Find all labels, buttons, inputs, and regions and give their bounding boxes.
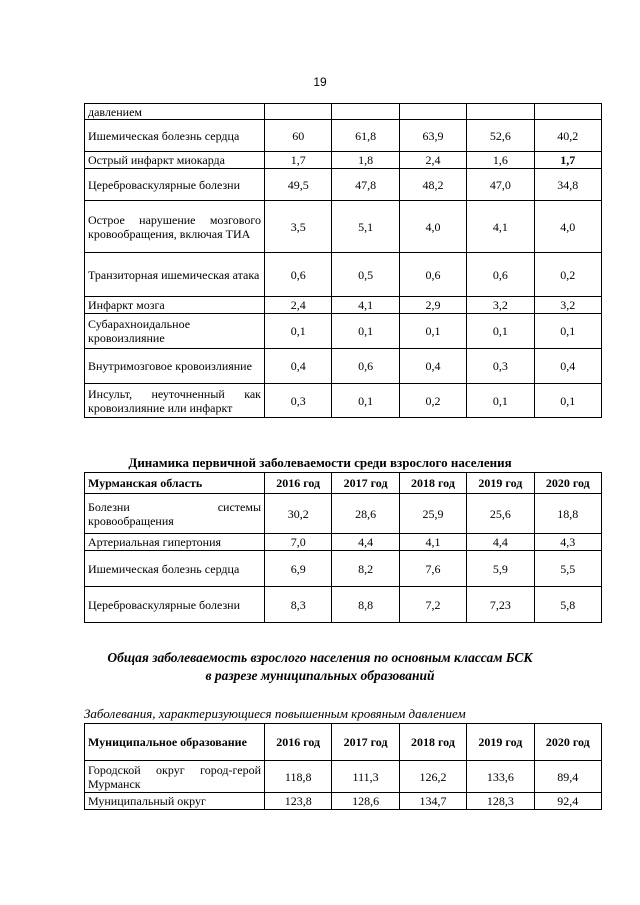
table-cell: 0,3 <box>467 349 534 384</box>
table-cell: 2,4 <box>399 152 466 169</box>
row-label: Муниципальный округ <box>85 793 265 810</box>
table-cell: 25,9 <box>399 494 466 534</box>
table-cell: 0,6 <box>332 349 399 384</box>
column-header-2017: 2017 год <box>332 473 399 494</box>
table-cell: 0,6 <box>467 253 534 297</box>
section-heading: Динамика первичной заболеваемости среди взрослого населения <box>128 455 512 470</box>
column-header-2020: 2020 год <box>534 473 601 494</box>
table-row <box>85 587 602 623</box>
table-cell <box>265 104 332 120</box>
table-row <box>85 120 602 152</box>
table-cell: 0,4 <box>534 349 601 384</box>
table-cell: 8,2 <box>332 551 399 587</box>
table-cell: 0,1 <box>399 314 466 349</box>
column-header-2020: 2020 год <box>534 724 601 761</box>
table-row <box>85 384 602 418</box>
table-row <box>85 201 602 253</box>
table-body <box>85 761 602 810</box>
table-cell: 7,6 <box>399 551 466 587</box>
row-label: Цереброваскулярные болезни <box>85 587 265 623</box>
table-cell: 61,8 <box>332 120 399 152</box>
column-header-2018: 2018 год <box>399 473 466 494</box>
column-header-2019: 2019 год <box>467 473 534 494</box>
table-cell: 0,1 <box>332 384 399 418</box>
row-label: Болезни системы кровообращения <box>85 494 265 534</box>
table-cell: 5,9 <box>467 551 534 587</box>
table-cell: 4,4 <box>467 534 534 551</box>
table-cell: 7,2 <box>399 587 466 623</box>
table-cell: 1,7 <box>534 152 601 169</box>
table-row <box>85 793 602 810</box>
table-cell: 128,6 <box>332 793 399 810</box>
table-cell: 47,8 <box>332 169 399 201</box>
table-cell: 123,8 <box>265 793 332 810</box>
table-cell: 30,2 <box>265 494 332 534</box>
row-label: Ишемическая болезнь сердца <box>85 551 265 587</box>
table-row <box>85 534 602 551</box>
table-cell: 0,1 <box>467 384 534 418</box>
table-cell: 1,8 <box>332 152 399 169</box>
table-cell: 4,1 <box>332 297 399 314</box>
table-cell <box>332 104 399 120</box>
table-cell: 4,0 <box>399 201 466 253</box>
table-cell: 3,5 <box>265 201 332 253</box>
table-cell: 0,1 <box>534 314 601 349</box>
table-cell: 0,3 <box>265 384 332 418</box>
column-header-municipality: Муниципальное образование <box>85 724 265 761</box>
row-label: Ишемическая болезнь сердца <box>85 120 265 152</box>
table-cell: 7,23 <box>467 587 534 623</box>
table-cell: 4,1 <box>399 534 466 551</box>
row-label: Артериальная гипертония <box>85 534 265 551</box>
table-cell: 3,2 <box>534 297 601 314</box>
column-header-2017: 2017 год <box>332 724 399 761</box>
row-label: Инсульт, неуточненный как кровоизлияние или инфаркт <box>85 384 265 418</box>
column-header-2018: 2018 год <box>399 724 466 761</box>
table-row <box>85 494 602 534</box>
table-cell: 5,8 <box>534 587 601 623</box>
table-cell: 92,4 <box>534 793 601 810</box>
table-cell: 8,3 <box>265 587 332 623</box>
table-cell: 47,0 <box>467 169 534 201</box>
row-label: Городской округ город-герой Мурманск <box>85 761 265 793</box>
table-cell: 60 <box>265 120 332 152</box>
row-label: Внутримозговое кровоизлияние <box>85 349 265 384</box>
page-number: 19 <box>313 75 327 89</box>
table-cell: 4,4 <box>332 534 399 551</box>
table-cell: 5,5 <box>534 551 601 587</box>
section-heading-line-1: Общая заболеваемость взрослого населения по основным классам БСК <box>107 650 533 665</box>
table-cell: 126,2 <box>399 761 466 793</box>
table-cell <box>399 104 466 120</box>
table-cell: 48,2 <box>399 169 466 201</box>
table-row <box>85 761 602 793</box>
row-label: Инфаркт мозга <box>85 297 265 314</box>
table-row <box>85 349 602 384</box>
table-cell: 89,4 <box>534 761 601 793</box>
table-cell: 25,6 <box>467 494 534 534</box>
table-cell: 18,8 <box>534 494 601 534</box>
table-cell: 1,6 <box>467 152 534 169</box>
table-cell: 2,4 <box>265 297 332 314</box>
table-cell: 0,2 <box>399 384 466 418</box>
table-cell <box>534 104 601 120</box>
table-cell: 7,0 <box>265 534 332 551</box>
table-cell: 0,1 <box>332 314 399 349</box>
table-cell: 4,0 <box>534 201 601 253</box>
table-row <box>85 169 602 201</box>
column-header-2016: 2016 год <box>265 473 332 494</box>
table-row <box>85 104 602 120</box>
column-header-region: Мурманская область <box>85 473 265 494</box>
table-cell: 0,1 <box>467 314 534 349</box>
table-body <box>85 104 602 418</box>
section-heading-line-2: в разрезе муниципальных образований <box>205 668 435 683</box>
table-cell: 40,2 <box>534 120 601 152</box>
column-header-2019: 2019 год <box>467 724 534 761</box>
table-cell <box>467 104 534 120</box>
table-cell: 0,2 <box>534 253 601 297</box>
row-label: Цереброваскулярные болезни <box>85 169 265 201</box>
table-caption: Заболевания, характеризующиеся повышенным кровяным давлением <box>84 706 466 721</box>
row-label: Транзиторная ишемическая атака <box>85 253 265 297</box>
primary-morbidity-table <box>84 472 602 623</box>
table-row <box>85 551 602 587</box>
table-cell: 0,6 <box>399 253 466 297</box>
table-row <box>85 152 602 169</box>
row-label: Острый инфаркт миокарда <box>85 152 265 169</box>
table-cell: 128,3 <box>467 793 534 810</box>
municipal-morbidity-table <box>84 723 602 810</box>
table-cell: 5,1 <box>332 201 399 253</box>
table-cell: 8,8 <box>332 587 399 623</box>
table-cell: 0,4 <box>265 349 332 384</box>
table-cell: 111,3 <box>332 761 399 793</box>
table-cell: 52,6 <box>467 120 534 152</box>
table-cell: 134,7 <box>399 793 466 810</box>
table-cell: 0,1 <box>265 314 332 349</box>
table-row <box>85 314 602 349</box>
table-cell: 133,6 <box>467 761 534 793</box>
table-cell: 118,8 <box>265 761 332 793</box>
table-cell: 3,2 <box>467 297 534 314</box>
column-header-2016: 2016 год <box>265 724 332 761</box>
table-cell: 0,4 <box>399 349 466 384</box>
table-cell: 28,6 <box>332 494 399 534</box>
table-cell: 63,9 <box>399 120 466 152</box>
table-header <box>85 724 602 761</box>
table-cell: 1,7 <box>265 152 332 169</box>
table-header <box>85 473 602 494</box>
table-cell: 49,5 <box>265 169 332 201</box>
table-row <box>85 297 602 314</box>
table-cell: 0,1 <box>534 384 601 418</box>
table-cell: 34,8 <box>534 169 601 201</box>
table-row <box>85 253 602 297</box>
table-cell: 4,3 <box>534 534 601 551</box>
table-cell: 0,6 <box>265 253 332 297</box>
table-cell: 0,5 <box>332 253 399 297</box>
row-label: Субарахноидальное кровоизлияние <box>85 314 265 349</box>
row-label: Острое нарушение мозгового кровообращения, включая ТИА <box>85 201 265 253</box>
table-cell: 6,9 <box>265 551 332 587</box>
table-body <box>85 494 602 623</box>
cardiovascular-mortality-table <box>84 103 602 418</box>
table-cell: 2,9 <box>399 297 466 314</box>
row-label: давлением <box>85 104 265 120</box>
table-cell: 4,1 <box>467 201 534 253</box>
